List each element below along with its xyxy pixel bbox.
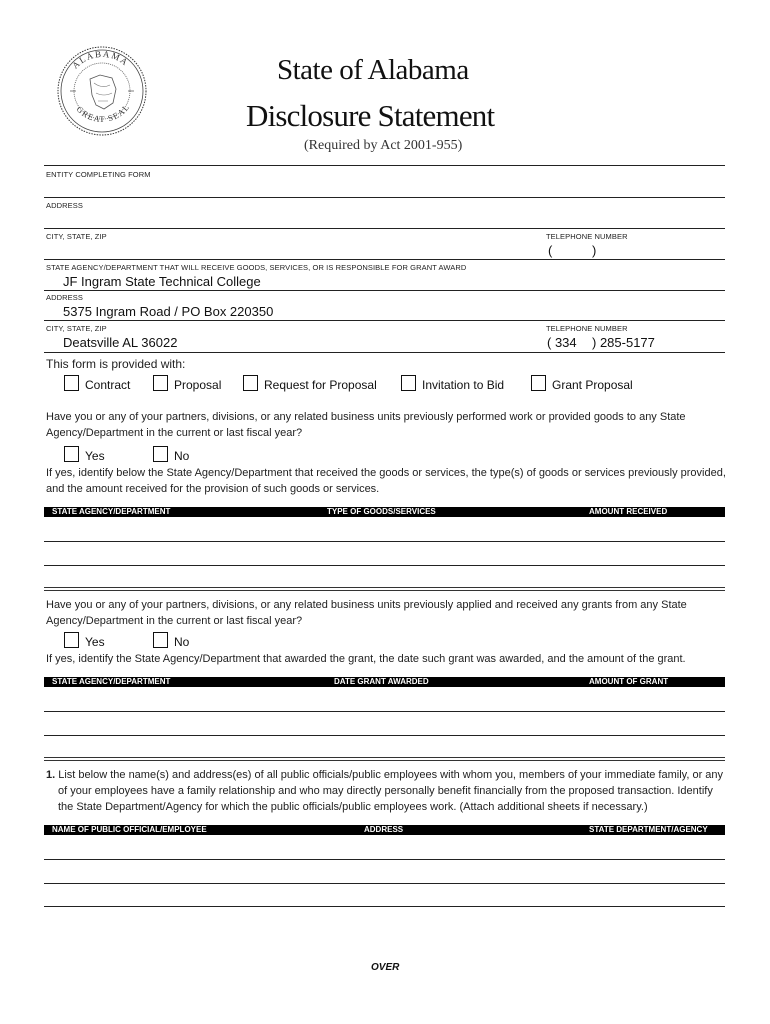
q1-col-agency: STATE AGENCY/DEPARTMENT (52, 507, 171, 516)
q3-table-row[interactable] (44, 883, 725, 884)
q2-checkbox-yes[interactable] (64, 632, 105, 648)
q2-checkbox-no-label: No (174, 635, 190, 649)
checkbox-invitation-to-bid[interactable] (401, 375, 504, 391)
subtitle-required-by-act: (Required by Act 2001-955) (304, 138, 463, 153)
q1-table-row[interactable] (44, 565, 725, 566)
entity-phone-paren-open: ( (548, 243, 553, 258)
agency-address-label: ADDRESS (46, 293, 83, 302)
agency-city-value[interactable]: Deatsville AL 36022 (63, 335, 178, 350)
q2-table-header (44, 677, 725, 687)
agency-phone-area[interactable]: ( 334 (547, 335, 577, 350)
agency-city-field-line (44, 352, 725, 353)
q1-col-amount: AMOUNT RECEIVED (589, 507, 668, 516)
svg-text:ALABAMA: ALABAMA (70, 48, 131, 71)
entity-city-field-line[interactable] (44, 259, 725, 260)
q2-col-agency: STATE AGENCY/DEPARTMENT (52, 677, 171, 686)
q1-checkbox-no[interactable] (153, 446, 189, 462)
q3-col-name: NAME OF PUBLIC OFFICIAL/EMPLOYEE (52, 825, 207, 834)
agency-address-field-line (44, 320, 725, 321)
entity-city-label: CITY, STATE, ZIP (46, 232, 107, 241)
checkbox-request-for-proposal-label: Request for Proposal (264, 378, 377, 392)
q1-checkbox-yes[interactable] (64, 446, 105, 462)
checkbox-proposal-label: Proposal (174, 378, 222, 392)
q2-table-row[interactable] (44, 711, 725, 712)
title-state-of-alabama: State of Alabama (277, 54, 469, 86)
agency-label: STATE AGENCY/DEPARTMENT THAT WILL RECEIVE GOODS, SERVICES, OR IS RESPONSIBLE FOR GRANT AWARD (46, 263, 467, 272)
agency-field-line (44, 290, 725, 291)
checkbox-request-for-proposal[interactable] (243, 375, 377, 391)
q1-question: Have you or any of your partners, divisions, or any related business units previously performed work or provided goods to any State Agency/Department in the current or last fiscal year? (46, 411, 686, 439)
q3-body: List below the name(s) and address(es) of all public officials/public employees with whom you, members of your immediate family, or any of your employees have a family relationship and who may directly personally benefit financially from the proposed transaction. Identify the State Department/Agency for which the public officials/public employees work. (Attach additional sheets if necessary.) (58, 769, 724, 813)
agency-value[interactable]: JF Ingram State Technical College (63, 274, 261, 289)
q1-table-row[interactable] (44, 541, 725, 542)
svg-text:GREAT SEAL: GREAT SEAL (74, 101, 132, 124)
entity-label: ENTITY COMPLETING FORM (46, 170, 151, 179)
section-separator (44, 587, 725, 591)
checkbox-grant-proposal-label: Grant Proposal (552, 378, 633, 392)
q3-text (46, 767, 728, 815)
checkbox-contract[interactable] (64, 375, 130, 391)
checkbox-contract-box[interactable] (64, 375, 79, 391)
q2-instruction: If yes, identify the State Agency/Department that awarded the grant, the date such grant was awarded, and the amount of the grant. (46, 653, 686, 665)
divider-line (44, 165, 725, 166)
q3-table-row[interactable] (44, 906, 725, 907)
q3-col-address: ADDRESS (364, 825, 404, 834)
section-separator (44, 757, 725, 761)
agency-phone-number[interactable]: ) 285-5177 (592, 335, 655, 350)
entity-phone-paren-close: ) (592, 243, 597, 258)
q3-table-header (44, 825, 725, 835)
q1-checkbox-no-label: No (174, 449, 190, 463)
q1-col-goods: TYPE OF GOODS/SERVICES (327, 507, 436, 516)
q3-table-row[interactable] (44, 859, 725, 860)
checkbox-grant-proposal[interactable] (531, 375, 633, 391)
checkbox-invitation-to-bid-label: Invitation to Bid (422, 378, 505, 392)
q3-col-agency: STATE DEPARTMENT/AGENCY (589, 825, 708, 834)
checkbox-proposal[interactable] (153, 375, 221, 391)
alabama-great-seal (56, 45, 148, 137)
q2-checkbox-yes-box[interactable] (64, 632, 79, 648)
q1-instruction: If yes, identify below the State Agency/Department that received the goods or services, the type(s) of goods or services previously provided, and the amount received for the provision of such goods or services. (46, 467, 726, 495)
over-label: OVER (371, 962, 400, 973)
entity-address-label: ADDRESS (46, 201, 83, 210)
entity-phone-label: TELEPHONE NUMBER (546, 232, 628, 241)
q2-checkbox-yes-label: Yes (85, 635, 105, 649)
agency-address-value[interactable]: 5375 Ingram Road / PO Box 220350 (63, 304, 274, 319)
checkbox-request-for-proposal-box[interactable] (243, 375, 258, 391)
q1-checkbox-yes-box[interactable] (64, 446, 79, 462)
checkbox-contract-label: Contract (85, 378, 131, 392)
checkbox-proposal-box[interactable] (153, 375, 168, 391)
q2-checkbox-no-box[interactable] (153, 632, 168, 648)
q3-number: 1. (46, 769, 56, 781)
q1-checkbox-yes-label: Yes (85, 449, 105, 463)
entity-address-field-line[interactable] (44, 228, 725, 229)
agency-phone-label: TELEPHONE NUMBER (546, 324, 628, 333)
q1-table-header (44, 507, 725, 517)
entity-field-line[interactable] (44, 197, 725, 198)
checkbox-grant-proposal-box[interactable] (531, 375, 546, 391)
q2-col-amount: AMOUNT OF GRANT (589, 677, 669, 686)
agency-city-label: CITY, STATE, ZIP (46, 324, 107, 333)
title-disclosure-statement: Disclosure Statement (246, 98, 495, 133)
provided-with-label: This form is provided with: (46, 357, 186, 371)
q2-question: Have you or any of your partners, divisions, or any related business units previously applied and received any grants from any State Agency/Department in the current or last fiscal year? (46, 599, 687, 627)
q1-checkbox-no-box[interactable] (153, 446, 168, 462)
q2-table-row[interactable] (44, 735, 725, 736)
q2-checkbox-no[interactable] (153, 632, 189, 648)
q2-col-date: DATE GRANT AWARDED (334, 677, 429, 686)
checkbox-invitation-to-bid-box[interactable] (401, 375, 416, 391)
